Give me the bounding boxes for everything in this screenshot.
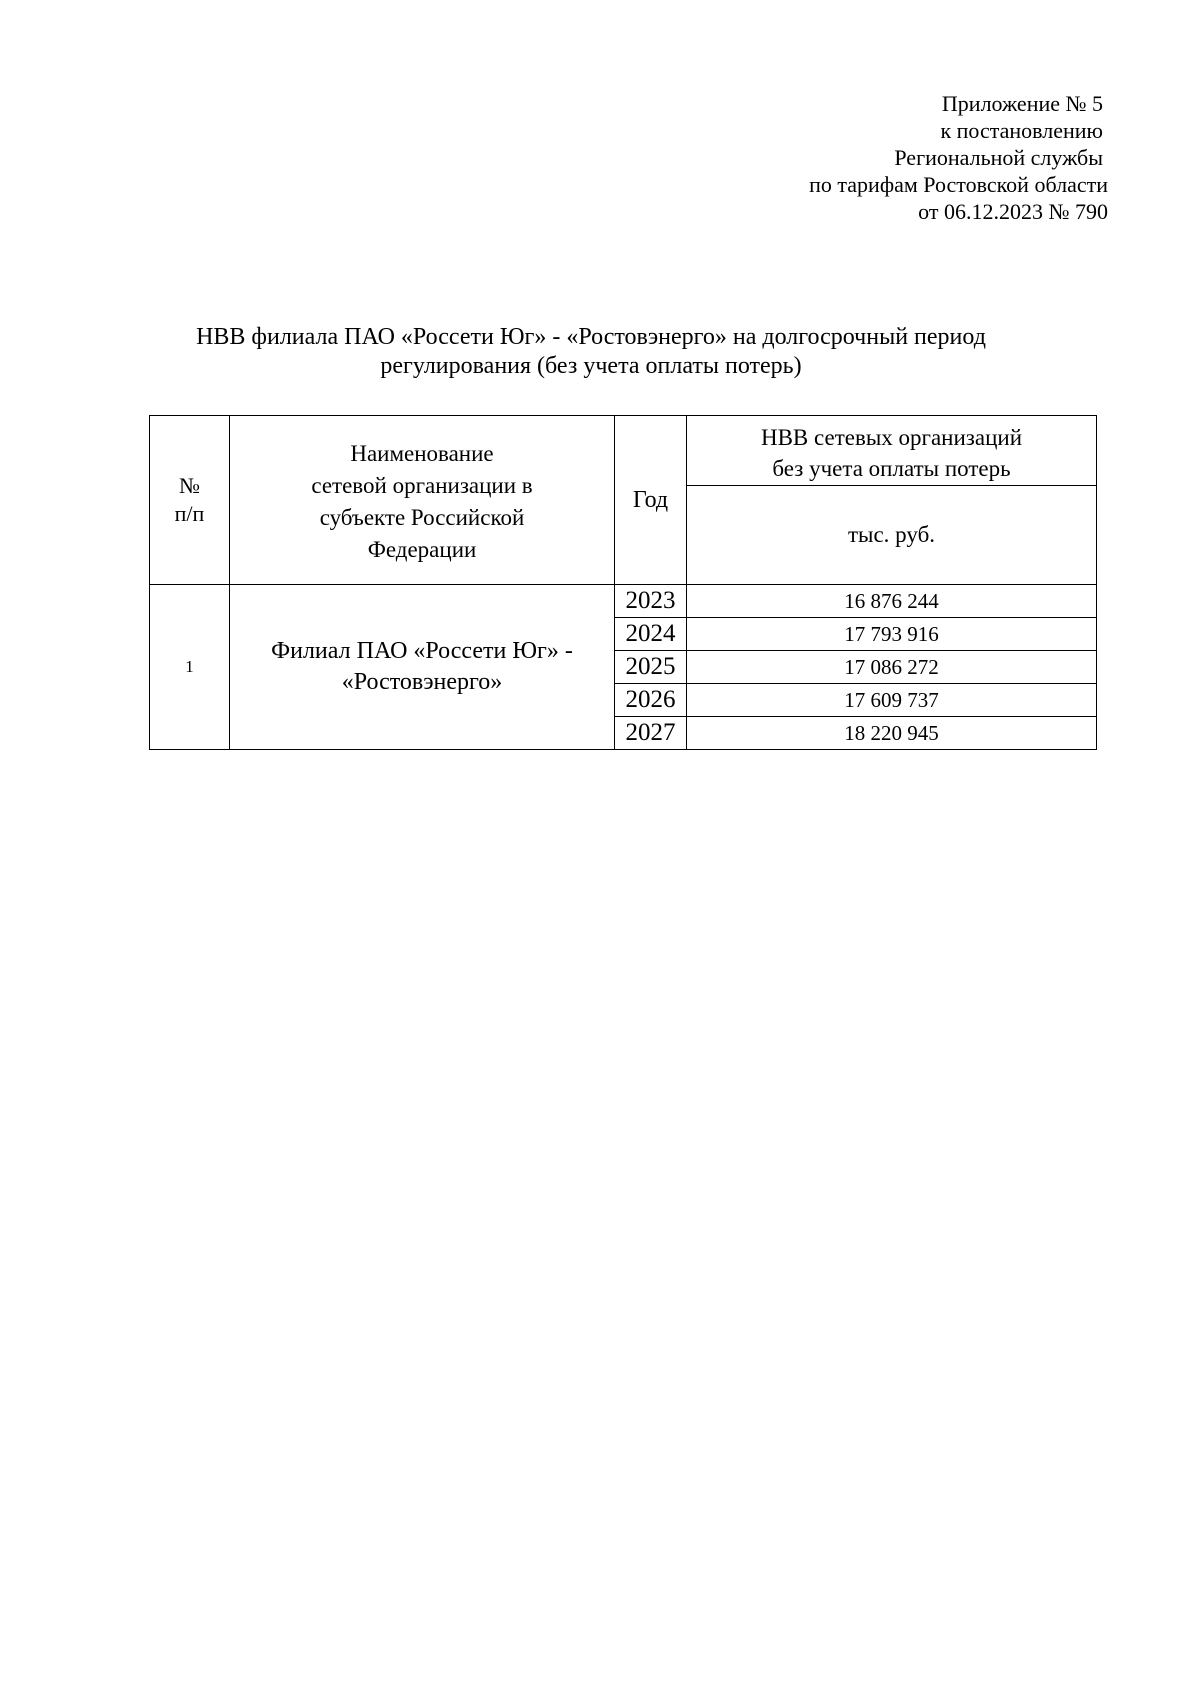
header-nvv-line: без учета оплаты потерь (772, 455, 1011, 481)
nvv-value-cell: 17 793 916 (687, 618, 1097, 651)
document-title-line2: регулирования (без учета оплаты потерь) (380, 353, 802, 379)
header-nvv-line: НВВ сетевых организаций (760, 424, 1023, 450)
year-cell: 2025 (615, 651, 687, 684)
header-nvv (687, 416, 1097, 486)
year-cell: 2023 (615, 585, 687, 618)
year-cell: 2026 (615, 684, 687, 717)
appendix-service: Региональной службы (894, 145, 1103, 170)
header-number-pp: п/п (174, 501, 205, 526)
header-name-line: субъекте Российской (319, 505, 525, 530)
nvv-table (149, 415, 1097, 750)
header-year: Год (615, 416, 687, 585)
header-number-sign: № (179, 473, 200, 498)
header-name-line: Наименование (350, 441, 494, 466)
header-name-line: Федерации (367, 537, 477, 562)
document-title (100, 323, 1100, 381)
header-organization-name (230, 416, 615, 585)
year-cell: 2024 (615, 618, 687, 651)
header-number (150, 416, 230, 585)
header-name-line: сетевой организации в (311, 473, 533, 498)
appendix-region: по тарифам Ростовской области (809, 172, 1108, 197)
nvv-value-cell: 18 220 945 (687, 717, 1097, 750)
organization-name-line2: «Ростовэнерго» (341, 669, 503, 695)
nvv-value-cell: 16 876 244 (687, 585, 1097, 618)
appendix-date: от 06.12.2023 № 790 (918, 199, 1108, 224)
appendix-number: Приложение № 5 (941, 91, 1103, 116)
year-cell: 2027 (615, 717, 687, 750)
table-header-row (150, 416, 1097, 486)
document-title-line1: НВВ филиала ПАО «Россети Юг» - «Ростовэнерго» на долгосрочный период (196, 324, 986, 350)
nvv-value-cell: 17 086 272 (687, 651, 1097, 684)
appendix-header (809, 90, 1108, 225)
organization-name (230, 585, 615, 750)
nvv-value-cell: 17 609 737 (687, 684, 1097, 717)
header-unit: тыс. руб. (687, 486, 1097, 585)
row-number: 1 (150, 585, 230, 750)
table-row (150, 585, 1097, 618)
organization-name-line1: Филиал ПАО «Россети Юг» - (271, 638, 573, 664)
appendix-resolution: к постановлению (940, 118, 1103, 143)
